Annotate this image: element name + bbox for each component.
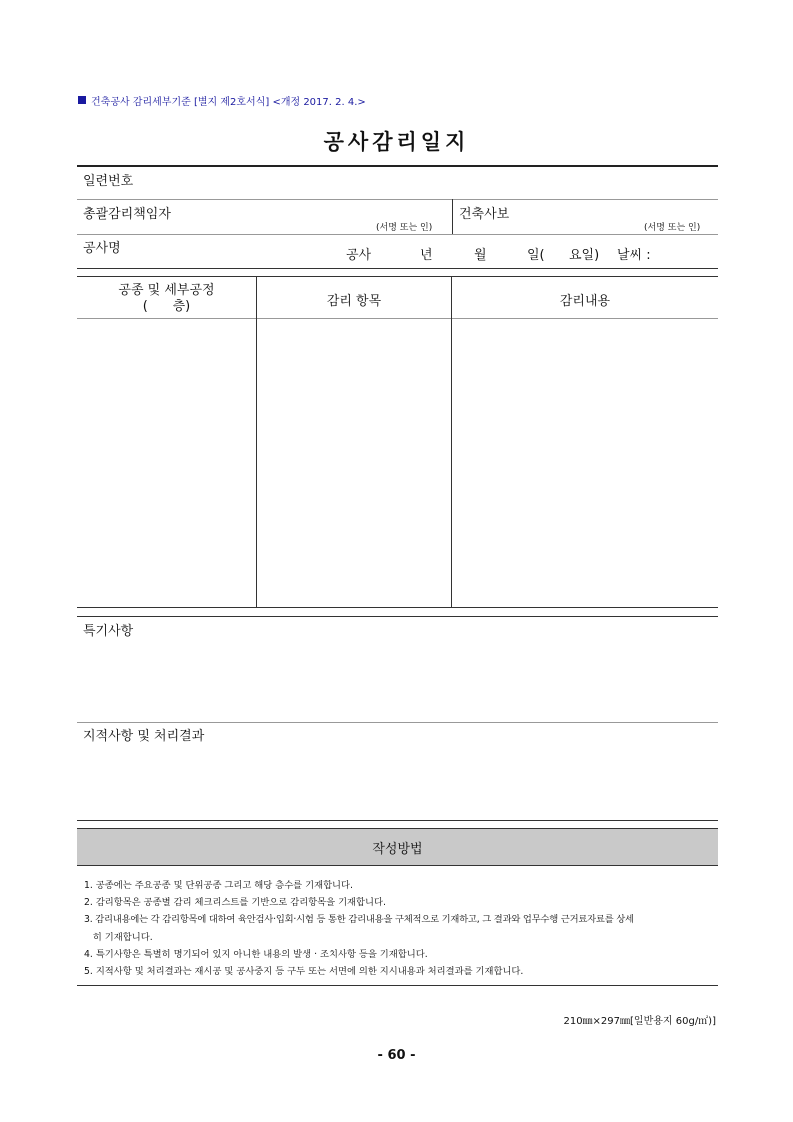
vertical-divider [452,199,453,234]
sign-note: (서명 또는 인) [376,223,433,233]
table-header-trade-line1: 공종 및 세부공정 [118,283,215,298]
header-square-icon [78,96,86,104]
table-header-trade-line2: ( 층) [142,299,191,314]
date-day: 일( [527,248,545,263]
table-header-trade [77,283,256,315]
date-month: 월 [474,248,487,263]
date-weekday: 요일) [569,248,600,263]
instructions-list [84,877,724,980]
divider [77,722,718,723]
instruction-item: 5. 지적사항 및 처리결과는 재시공 및 공사중지 등 구두 또는 서면에 의한 지시내용과 처리결과를 기재합니다. [84,966,524,978]
table-header-item: 감리 항목 [326,294,382,309]
project-name-label: 공사명 [83,241,121,256]
serial-label: 일련번호 [83,174,134,189]
form-bottom-border [77,985,718,986]
divider [77,276,718,277]
date-work: 공사 [346,248,372,263]
divider [77,234,718,235]
instruction-item: 1. 공종에는 주요공종 및 단위공종 그리고 해당 층수를 기재합니다. [84,880,353,891]
date-year: 년 [420,248,433,263]
header-note: 건축공사 감리세부기준 [별지 제2호서식] <개정 2017. 2. 4.> [91,97,366,108]
divider [77,199,718,200]
instruction-item: 3. 감리내용에는 각 감리항목에 대하여 육안검사·입회·시험 등 통한 감리내용을 구체적으로 기재하고, 그 결과와 업무수행 근거료자료를 상세 [84,914,634,926]
instruction-item: 4. 특기사항은 특별히 명기되어 있지 아니한 내용의 발생 · 조치사항 등을 기재합니다. [84,948,428,960]
divider [77,616,718,617]
page-title: 공사감리일지 [323,130,470,154]
weather-label: 날씨 : [617,248,651,263]
divider [77,268,718,269]
divider [77,820,718,821]
chief-supervisor-label: 총괄감리책임자 [83,207,171,222]
instruction-item: 히 기재합니다. [84,931,153,943]
table-column-divider [451,276,452,607]
special-notes-label: 특기사항 [83,624,134,639]
form-top-border [77,165,718,167]
instruction-item: 2. 감리항목은 공종별 감리 체크리스트를 기반으로 감리항목을 기재합니다. [84,897,386,909]
paper-spec: 210㎜×297㎜[일반용지 60g/㎡)] [563,1016,716,1027]
divider [77,607,718,608]
findings-label: 지적사항 및 처리결과 [83,729,205,744]
building-manager-label: 건축사보 [459,207,510,222]
table-header-content: 감리내용 [559,294,611,309]
table-header-bottom [77,318,718,319]
instructions-title: 작성방법 [372,842,423,857]
sign-note: (서명 또는 인) [644,223,701,233]
table-column-divider [256,276,257,607]
page-number: - 60 - [377,1048,416,1063]
